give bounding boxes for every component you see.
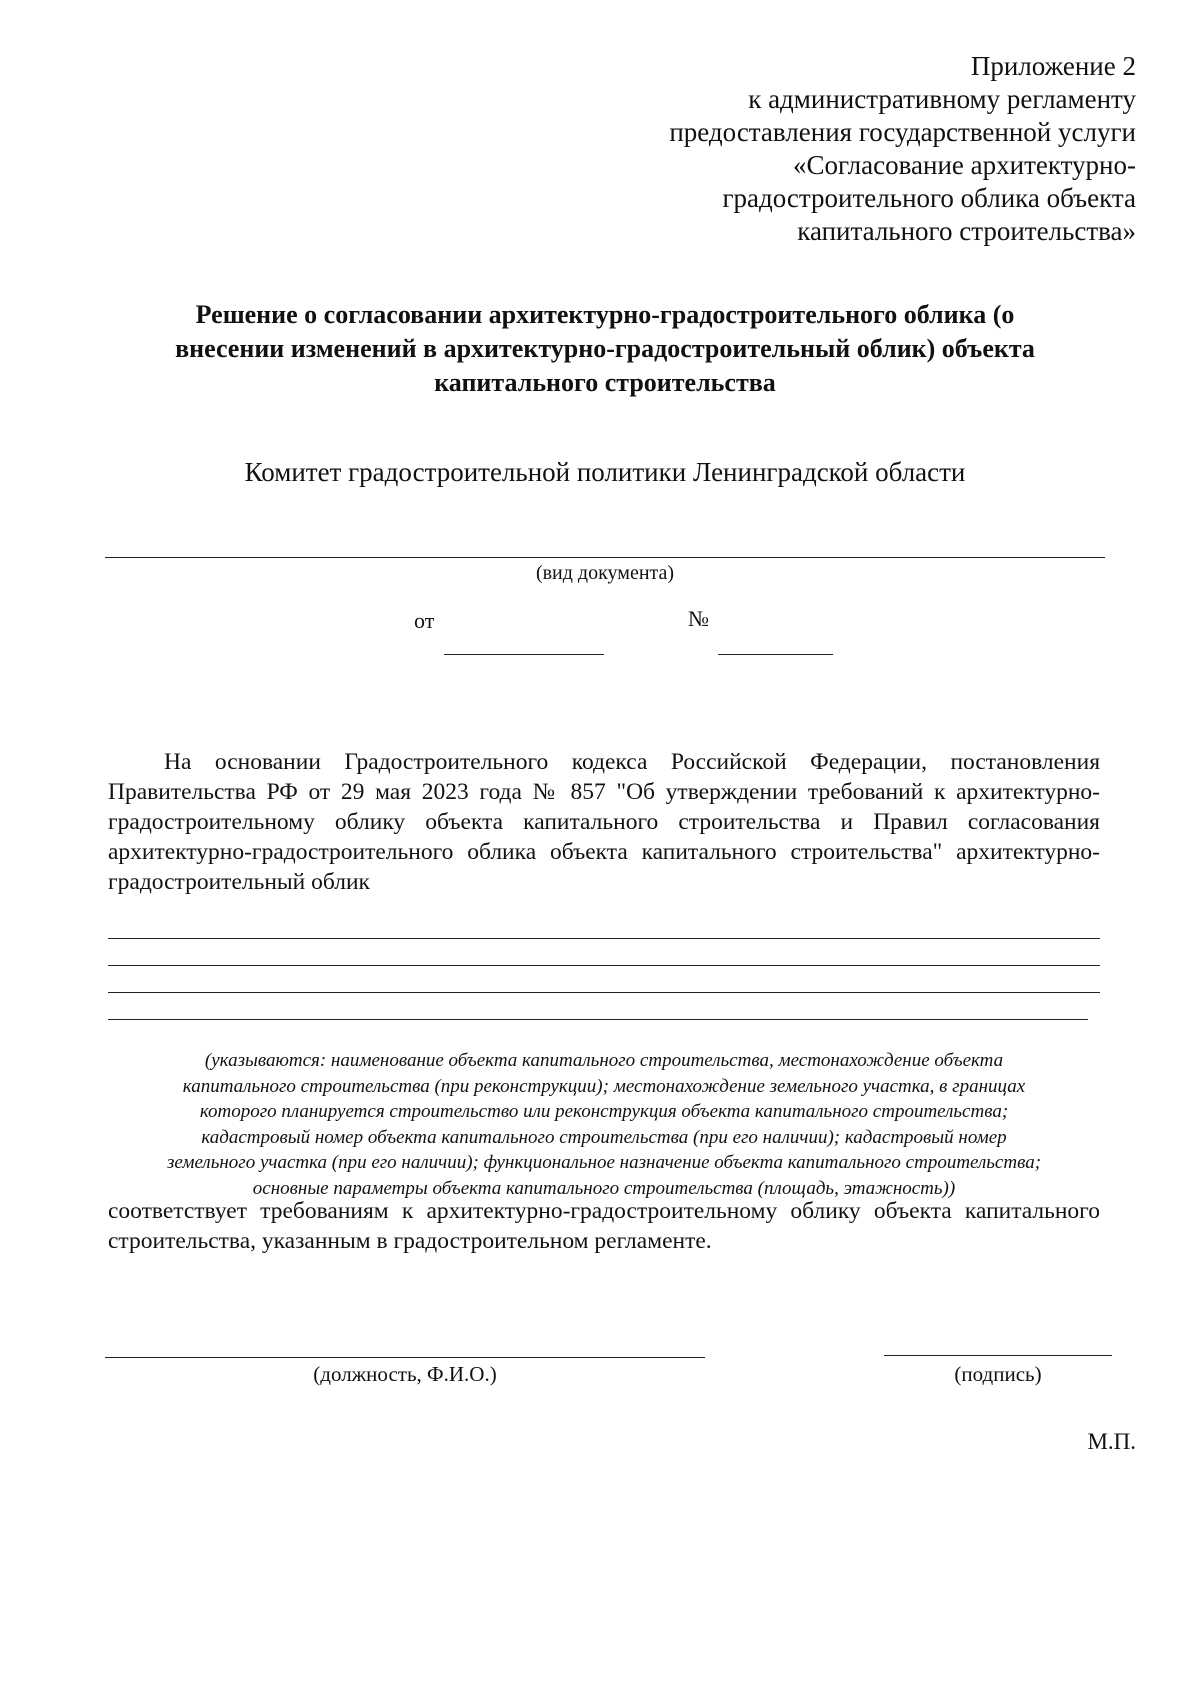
note-line: основные параметры объекта капитального строительства (площадь, этажность)): [252, 1177, 956, 1199]
position-caption: (должность, Ф.И.О.): [313, 1362, 497, 1386]
appendix-line: капитального строительства»: [797, 216, 1136, 246]
organization-name: Комитет градостроительной политики Ленинградской области: [244, 457, 966, 487]
document-title: [110, 298, 1100, 400]
date-line: [444, 654, 604, 655]
signature-caption: (подпись): [954, 1362, 1042, 1386]
basis-line: Правительства РФ от 29 мая 2023 года № 857 "Об утверждении требований к архитектурно-: [108, 779, 1100, 805]
appendix-header: [536, 50, 1136, 248]
appendix-line: предоставления государственной услуги: [669, 117, 1136, 147]
title-line: капитального строительства: [434, 368, 776, 397]
appendix-line: к административному регламенту: [748, 84, 1136, 114]
object-fill-line: [108, 992, 1100, 993]
basis-line: архитектурно-градостроительного облика объекта капитального строительства" архитектурно-: [108, 839, 1100, 865]
object-description-note: [108, 1048, 1100, 1201]
basis-paragraph: [108, 747, 1100, 897]
object-fill-line: [108, 938, 1100, 939]
object-fill-line: [108, 965, 1100, 966]
seal-label: М.П.: [1087, 1429, 1136, 1454]
title-line: внесении изменений в архитектурно-градостроительный облик) объекта: [175, 334, 1035, 363]
note-line: земельного участка (при его наличии); функциональное назначение объекта капитального строительства;: [166, 1152, 1042, 1173]
doc-type-caption: (вид документа): [535, 562, 675, 584]
conclusion-line: строительства, указанным в градостроительном регламенте.: [108, 1228, 712, 1254]
date-label: от: [414, 608, 435, 633]
note-line: которого планируется строительство или реконструкция объекта капитального строительства;: [199, 1101, 1009, 1122]
basis-line: На основании Градостроительного кодекса Российской Федерации, постановления: [164, 749, 1100, 775]
basis-line: градостроительному облику объекта капитального строительства и Правил согласования: [108, 809, 1100, 835]
number-label: №: [688, 606, 709, 631]
note-line: капитального строительства (при реконструкции); местонахождение земельного участка, в границах: [182, 1075, 1026, 1097]
signature-line: [884, 1355, 1112, 1356]
conclusion-line: соответствует требованиям к архитектурно-градостроительному облику объекта капитального: [108, 1198, 1100, 1224]
appendix-line: «Согласование архитектурно-: [792, 150, 1136, 180]
number-line: [718, 654, 833, 655]
position-line: [105, 1357, 705, 1358]
doc-type-line: [105, 557, 1105, 558]
note-line: (указываются: наименование объекта капитального строительства, местонахождение объекта: [204, 1050, 1004, 1071]
note-line: кадастровый номер объекта капитального строительства (при его наличии); кадастровый номер: [201, 1126, 1007, 1148]
conclusion-paragraph: [108, 1196, 1100, 1256]
appendix-line: Приложение 2: [970, 51, 1136, 81]
appendix-line: градостроительного облика объекта: [722, 183, 1136, 213]
object-fill-line: [108, 1019, 1088, 1020]
title-line: Решение о согласовании архитектурно-градостроительного облика (о: [195, 300, 1015, 329]
basis-line: градостроительный облик: [108, 869, 370, 895]
